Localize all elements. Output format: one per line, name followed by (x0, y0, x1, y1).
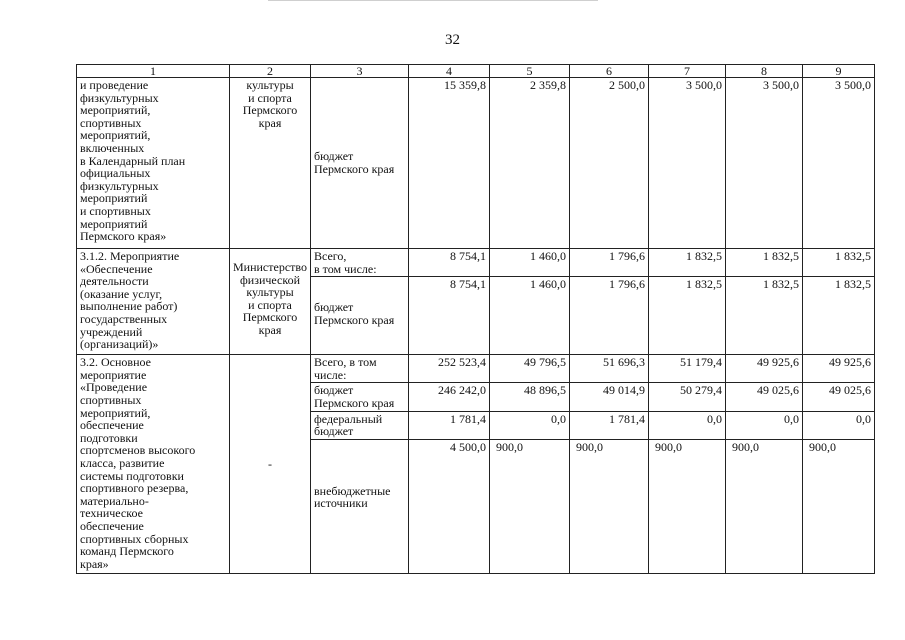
budget-table (76, 64, 875, 574)
value-cell: 49 025,6 (803, 383, 875, 411)
value-cell: 51 696,3 (570, 355, 649, 383)
column-header: 9 (803, 65, 875, 78)
value-cell: 8 754,1 (409, 277, 490, 355)
value-cell: 900,0 (570, 439, 649, 573)
column-header: 4 (409, 65, 490, 78)
value-cell: 3 500,0 (803, 78, 875, 249)
value-cell: 49 925,6 (726, 355, 803, 383)
value-cell: 49 014,9 (570, 383, 649, 411)
funding-source: бюджет Пермского края (311, 78, 409, 249)
value-cell: 4 500,0 (409, 439, 490, 573)
value-cell: 48 896,5 (490, 383, 570, 411)
value-cell: 1 832,5 (649, 277, 726, 355)
funding-source: внебюджетные источники (311, 439, 409, 573)
value-cell: 246 242,0 (409, 383, 490, 411)
value-cell: 1 460,0 (490, 249, 570, 277)
value-cell: 1 832,5 (726, 277, 803, 355)
funding-source: федеральный бюджет (311, 411, 409, 439)
value-cell: 49 025,6 (726, 383, 803, 411)
page-number: 32 (445, 32, 460, 48)
header-row (77, 65, 875, 78)
value-cell: 2 500,0 (570, 78, 649, 249)
funding-source: бюджет Пермского края (311, 277, 409, 355)
value-cell: 900,0 (490, 439, 570, 573)
scan-top-edge (268, 0, 598, 1)
value-cell: 50 279,4 (649, 383, 726, 411)
value-cell: 8 754,1 (409, 249, 490, 277)
column-header: 5 (490, 65, 570, 78)
value-cell: 51 179,4 (649, 355, 726, 383)
value-cell: 3 500,0 (726, 78, 803, 249)
value-cell: 2 359,8 (490, 78, 570, 249)
value-cell: 1 832,5 (726, 249, 803, 277)
value-cell: 0,0 (490, 411, 570, 439)
column-header: 1 (77, 65, 230, 78)
value-cell: 900,0 (803, 439, 875, 573)
table-row (77, 78, 875, 249)
column-header: 8 (726, 65, 803, 78)
table-row (77, 355, 875, 383)
value-cell: 15 359,8 (409, 78, 490, 249)
responsible-executor: культуры и спорта Пермского края (230, 78, 311, 249)
value-cell: 1 832,5 (803, 249, 875, 277)
activity-name: и проведение физкультурных мероприятий, спортивных мероприятий, включенных в Календарный план официальных физкультурных мероприятий и спортивных мероприятий Пермского края» (77, 78, 230, 249)
column-header: 2 (230, 65, 311, 78)
value-cell: 1 796,6 (570, 277, 649, 355)
funding-source: Всего, в том числе: (311, 355, 409, 383)
responsible-executor: Министерство физической культуры и спорта Пермского края (230, 249, 311, 355)
value-cell: 252 523,4 (409, 355, 490, 383)
activity-name: 3.2. Основное мероприятие «Проведение спортивных мероприятий, обеспечение подготовки спортсменов высокого класса, развитие системы подготовки спортивного резерва, материально- техническое обеспечение спортивных сборных команд Пермского края» (77, 355, 230, 574)
value-cell: 1 781,4 (409, 411, 490, 439)
value-cell: 0,0 (649, 411, 726, 439)
value-cell: 1 781,4 (570, 411, 649, 439)
value-cell: 49 796,5 (490, 355, 570, 383)
value-cell: 1 460,0 (490, 277, 570, 355)
value-cell: 0,0 (726, 411, 803, 439)
table-row (77, 249, 875, 277)
funding-source: Всего, в том числе: (311, 249, 409, 277)
column-header: 3 (311, 65, 409, 78)
column-header: 7 (649, 65, 726, 78)
value-cell: 1 832,5 (649, 249, 726, 277)
value-cell: 1 796,6 (570, 249, 649, 277)
value-cell: 49 925,6 (803, 355, 875, 383)
value-cell: 3 500,0 (649, 78, 726, 249)
activity-name: 3.1.2. Мероприятие «Обеспечение деятельности (оказание услуг, выполнение работ) государственных учреждений (организаций)» (77, 249, 230, 355)
responsible-executor: - (230, 355, 311, 574)
column-header: 6 (570, 65, 649, 78)
value-cell: 1 832,5 (803, 277, 875, 355)
value-cell: 0,0 (803, 411, 875, 439)
funding-source: бюджет Пермского края (311, 383, 409, 411)
value-cell: 900,0 (726, 439, 803, 573)
value-cell: 900,0 (649, 439, 726, 573)
